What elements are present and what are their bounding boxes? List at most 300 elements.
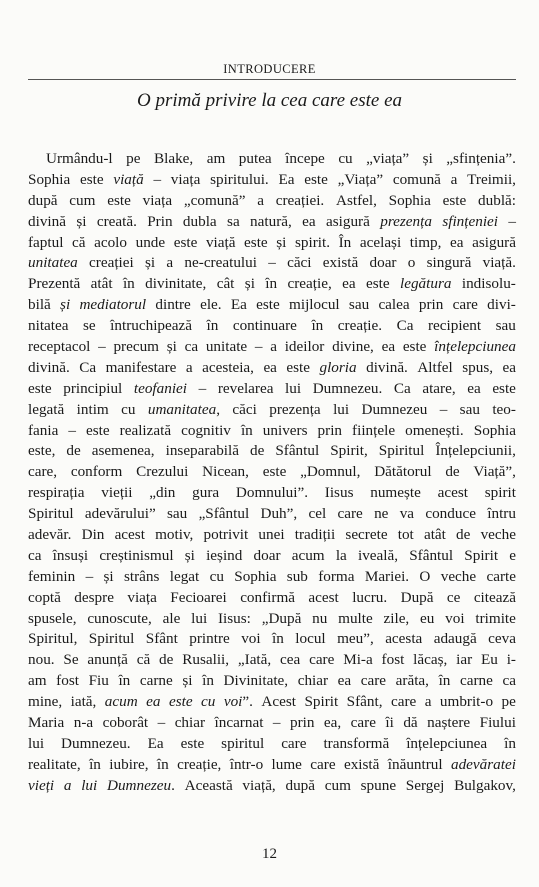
word: același xyxy=(359,233,402,251)
word: feminin xyxy=(28,567,76,585)
word: acest xyxy=(308,588,339,606)
text-line xyxy=(28,525,516,546)
word: nu xyxy=(312,609,328,627)
word: legată xyxy=(28,400,65,418)
word: faptul xyxy=(28,233,64,251)
word: bilă xyxy=(28,296,51,314)
word: care xyxy=(360,672,387,690)
word: în xyxy=(89,755,101,773)
word: Dumnezeu. xyxy=(106,776,175,794)
text-line xyxy=(28,567,516,588)
word: comună xyxy=(392,170,441,188)
word: naștere xyxy=(427,714,471,732)
word: cum xyxy=(324,776,351,794)
word: cunoscute, xyxy=(87,609,152,627)
word: prezența xyxy=(269,400,321,418)
word: ființele xyxy=(352,421,396,439)
text-line xyxy=(28,483,516,504)
word: spiritului. xyxy=(210,170,269,188)
word: sau xyxy=(167,505,188,523)
word: lui xyxy=(191,609,208,627)
word: divină. xyxy=(28,358,70,376)
word: printre xyxy=(189,630,230,648)
word: trimite xyxy=(475,609,516,627)
word: eu xyxy=(420,609,435,627)
word: carne xyxy=(460,672,493,690)
word: potrivit xyxy=(203,526,249,544)
word: vieți xyxy=(28,776,55,794)
word: există xyxy=(322,254,359,272)
word: forma xyxy=(318,567,355,585)
word: Sophia xyxy=(473,421,516,439)
word: lui xyxy=(285,379,302,397)
text-line xyxy=(28,274,516,295)
word: spune xyxy=(360,776,397,794)
word: că xyxy=(72,233,86,251)
word: Acest xyxy=(261,693,296,711)
word: continuare xyxy=(232,317,297,335)
word: Ea xyxy=(230,296,247,314)
text-line xyxy=(28,233,516,254)
word: creștinismul xyxy=(99,546,174,564)
word: acest xyxy=(114,526,145,544)
word: Maria xyxy=(28,714,65,732)
word: care xyxy=(390,693,417,711)
word: realitate, xyxy=(28,755,81,773)
word: divi- xyxy=(487,296,516,314)
word: Divinitate, xyxy=(223,672,289,690)
word: și xyxy=(182,672,193,690)
word: creație, xyxy=(287,275,332,293)
word: ea xyxy=(146,693,161,711)
word: este xyxy=(79,170,104,188)
word: și xyxy=(166,338,177,356)
word: „sfințenia”. xyxy=(446,150,516,167)
word: – xyxy=(153,170,162,188)
word: Dumnezeu. xyxy=(61,734,131,752)
word: este xyxy=(442,191,467,209)
word: care xyxy=(452,296,478,314)
word: pe xyxy=(126,150,141,167)
word: a xyxy=(257,191,264,209)
text-line xyxy=(28,776,516,797)
word: „Domnul, xyxy=(300,463,361,481)
word: cu xyxy=(338,150,353,167)
word: n-a xyxy=(73,714,94,732)
word: atât xyxy=(423,526,446,544)
word: univers xyxy=(262,421,308,439)
word: locul xyxy=(295,630,326,648)
header-rule xyxy=(28,79,516,80)
word: adevăr. xyxy=(28,526,72,544)
word: Altfel xyxy=(417,358,453,376)
word: – xyxy=(198,379,207,397)
running-header: INTRODUCERE xyxy=(223,62,316,76)
word: Mi-a xyxy=(343,651,373,669)
text-line xyxy=(28,358,516,379)
word: Fiu xyxy=(88,672,109,690)
word: inseparabilă xyxy=(165,442,239,460)
word: lui xyxy=(333,400,350,418)
word: este xyxy=(107,191,131,209)
word: și xyxy=(145,254,156,272)
word: umbrit-o xyxy=(439,693,494,711)
word: în xyxy=(438,672,451,690)
word: care xyxy=(337,505,363,523)
word: și xyxy=(184,546,195,564)
word: natură, xyxy=(250,212,292,230)
word: Sfântul xyxy=(275,442,320,460)
text-line xyxy=(28,671,516,692)
word: de xyxy=(159,651,174,669)
word: iar xyxy=(456,651,473,669)
text-line xyxy=(28,546,516,567)
text-line xyxy=(28,149,516,170)
word: Ca xyxy=(79,358,97,376)
word: prezența xyxy=(380,212,432,230)
word: conform xyxy=(70,463,123,481)
word: ideilor xyxy=(284,338,325,356)
word: asigură xyxy=(326,212,370,230)
word: Duh”, xyxy=(260,505,298,523)
word: Blake, xyxy=(153,150,194,167)
word: i- xyxy=(506,651,516,669)
word: ceva xyxy=(488,630,516,648)
word: Această xyxy=(184,776,233,794)
word: chiar xyxy=(297,672,329,690)
word: unitate xyxy=(205,338,248,356)
word: am xyxy=(206,150,226,167)
word: După xyxy=(400,588,434,606)
word: divină. xyxy=(366,358,408,376)
word: ele. xyxy=(200,296,222,314)
word: – xyxy=(254,338,263,356)
word: tradiții xyxy=(294,526,336,544)
word: multe xyxy=(338,609,373,627)
word: Sfânt, xyxy=(346,693,383,711)
word: prin xyxy=(418,296,444,314)
word: spiritul xyxy=(221,734,265,752)
word: – xyxy=(439,400,448,418)
word: care xyxy=(350,714,376,732)
word: atare, xyxy=(422,379,456,397)
word: dintre xyxy=(155,296,191,314)
word: asigură xyxy=(472,233,516,251)
word: tot xyxy=(397,526,414,544)
word: atât xyxy=(90,275,113,293)
word: Fiului xyxy=(479,714,516,732)
word: strâns xyxy=(123,567,160,585)
word: este xyxy=(402,338,427,356)
word: este xyxy=(262,463,287,481)
word: ea xyxy=(342,275,356,293)
word: lui xyxy=(28,734,45,752)
word: este xyxy=(173,233,198,251)
word: respirația xyxy=(28,484,85,502)
word: mijlocul xyxy=(289,296,340,314)
word: dublă: xyxy=(478,191,516,209)
word: vieții xyxy=(101,484,133,502)
word: iveală, xyxy=(357,546,399,564)
word: care xyxy=(281,734,307,752)
word: și xyxy=(276,233,287,251)
word: creației. xyxy=(275,191,325,209)
word: există xyxy=(343,755,380,773)
word: viață, xyxy=(242,776,276,794)
word: a xyxy=(166,254,174,272)
word: principiul xyxy=(63,379,123,397)
word: realizată xyxy=(119,421,172,439)
word: cu xyxy=(121,400,136,418)
word: am xyxy=(28,672,47,690)
word: ea xyxy=(381,338,396,356)
word: acest xyxy=(437,484,468,502)
word: – xyxy=(85,567,94,585)
word: Eu xyxy=(481,651,498,669)
word: legătura xyxy=(400,275,452,293)
word: Spirit xyxy=(304,693,339,711)
word: a xyxy=(270,338,277,356)
word: calea xyxy=(378,296,410,314)
text-line xyxy=(28,462,516,483)
word: Spiritul, xyxy=(28,630,78,648)
text-line xyxy=(28,504,516,525)
word: meu”, xyxy=(337,630,374,648)
text-line xyxy=(28,212,516,233)
word: în xyxy=(240,421,253,439)
word: Ea xyxy=(147,734,164,752)
word: și xyxy=(76,212,87,230)
word: viața xyxy=(170,170,201,188)
word: spus, xyxy=(462,358,494,376)
word: Viață”, xyxy=(473,463,516,481)
word: după xyxy=(28,191,58,209)
word: sub xyxy=(286,567,308,585)
word: de xyxy=(66,442,81,460)
word: „Viața” xyxy=(337,170,384,188)
word: O xyxy=(419,567,431,585)
text-line xyxy=(28,588,516,609)
word: Spiritul xyxy=(88,630,135,648)
word: este xyxy=(492,379,516,397)
word: Spiritul xyxy=(28,505,74,523)
word: mediatorul xyxy=(79,296,147,314)
word: coptă xyxy=(28,588,61,606)
word: Sophia xyxy=(234,567,277,585)
word: care, xyxy=(28,463,58,481)
word: carte xyxy=(486,567,516,585)
word: care xyxy=(310,755,336,773)
word: Mariei. xyxy=(364,567,410,585)
word: Rusalii, xyxy=(182,651,230,669)
body-text xyxy=(28,149,516,797)
word: zile, xyxy=(383,609,410,627)
word: teofaniei xyxy=(133,379,188,397)
word: Dătătorul xyxy=(374,463,432,481)
word: dă xyxy=(403,714,418,732)
section-title: O primă privire la cea care este ea xyxy=(136,90,403,111)
word: Iisus: xyxy=(217,609,251,627)
word: voi xyxy=(241,630,261,648)
text-line xyxy=(28,713,516,734)
word: încarnat xyxy=(214,714,264,732)
word: ca xyxy=(502,672,516,690)
text-line xyxy=(28,400,516,421)
word: „După xyxy=(261,609,302,627)
word: spirit xyxy=(484,484,516,502)
word: „Iată, xyxy=(237,651,272,669)
word: în xyxy=(265,275,278,293)
word: sau xyxy=(348,296,370,314)
word: a xyxy=(424,693,432,711)
word: și xyxy=(422,150,433,167)
word: de xyxy=(445,463,460,481)
word: Dumnezeu xyxy=(361,400,428,418)
word: – xyxy=(157,714,166,732)
word: Treimii, xyxy=(467,170,516,188)
word: singură xyxy=(426,254,472,272)
word: Sophia xyxy=(388,191,431,209)
word: unitatea xyxy=(28,254,78,272)
text-line xyxy=(28,379,516,400)
text-line xyxy=(28,692,516,713)
word: chiar xyxy=(174,714,206,732)
word: Sfântul xyxy=(409,546,454,564)
text-line xyxy=(28,316,516,337)
word: veche xyxy=(480,526,516,544)
word: acum xyxy=(104,693,138,711)
word: coborât xyxy=(102,714,149,732)
word: Iisus xyxy=(324,484,354,502)
text-line xyxy=(28,253,516,274)
word: asemenea, xyxy=(91,442,155,460)
text-line xyxy=(28,421,516,442)
text-line xyxy=(28,441,516,462)
text-line xyxy=(28,337,516,358)
word: și xyxy=(103,567,114,585)
word: Fecioarei xyxy=(170,588,227,606)
text-line xyxy=(28,650,516,671)
word: spirit. xyxy=(295,233,331,251)
word: cu xyxy=(201,693,216,711)
word: fost xyxy=(381,651,405,669)
word: Prezentă xyxy=(28,275,81,293)
word: teo- xyxy=(492,400,516,418)
word: este, xyxy=(28,442,56,460)
word: Astfel, xyxy=(335,191,377,209)
word: Sfânt xyxy=(145,630,178,648)
word: umanitatea, xyxy=(147,400,220,418)
word: acum xyxy=(291,546,325,564)
word: este xyxy=(256,296,280,314)
word: a xyxy=(185,358,193,376)
word: voi xyxy=(445,609,465,627)
word: unde xyxy=(135,233,166,251)
word: în xyxy=(206,317,219,335)
word: Urmându-l xyxy=(46,150,113,167)
word: „Sfântul xyxy=(198,505,250,523)
word: Prin xyxy=(147,212,173,230)
word: ea, xyxy=(323,714,342,732)
word: acolo xyxy=(94,233,127,251)
word: în xyxy=(202,672,214,690)
word: cea xyxy=(280,651,301,669)
word: sau xyxy=(459,400,480,418)
word: revelarea xyxy=(217,379,274,397)
word: înțelepciunea xyxy=(406,734,488,752)
word: ieșind xyxy=(206,546,243,564)
word: Spiritul xyxy=(378,442,425,460)
word: Dumnezeu. xyxy=(312,379,383,397)
word: – xyxy=(98,338,106,356)
word: căci xyxy=(232,400,257,418)
word: lăcaș, xyxy=(413,651,448,669)
word: este xyxy=(86,421,110,439)
word: ne-creatului xyxy=(184,254,257,272)
word: o xyxy=(407,254,416,272)
word: divină xyxy=(28,212,66,230)
word: – xyxy=(268,254,276,272)
word: intim xyxy=(76,400,109,418)
page-number: 12 xyxy=(262,846,277,862)
word: cu xyxy=(209,567,224,585)
word: de xyxy=(456,526,471,544)
word: prin xyxy=(317,421,343,439)
word: citează xyxy=(473,588,516,606)
word: acesta xyxy=(385,630,423,648)
word: nitatea xyxy=(28,317,69,335)
word: spusele, xyxy=(28,609,77,627)
word: întruchipează xyxy=(110,317,192,335)
word: în xyxy=(504,734,516,752)
word: timp, xyxy=(409,233,442,251)
word: însuși xyxy=(52,546,89,564)
word: nou. xyxy=(28,651,55,669)
word: că xyxy=(136,651,151,669)
word: anunță xyxy=(87,651,128,669)
word: ne xyxy=(374,505,389,523)
word: recipient xyxy=(427,317,482,335)
word: creație, xyxy=(177,755,222,773)
word: care xyxy=(309,651,335,669)
word: în xyxy=(118,672,131,690)
word: unei xyxy=(258,526,285,544)
word: lucru. xyxy=(352,588,388,606)
word: este xyxy=(304,170,328,188)
word: de xyxy=(249,442,265,460)
word: Din xyxy=(81,526,105,544)
word: Înțelepciunii, xyxy=(435,442,516,460)
word: Sophia xyxy=(28,170,71,188)
word: receptacol xyxy=(28,338,91,356)
word: a xyxy=(63,776,72,794)
word: „comună” xyxy=(183,191,246,209)
word: putea xyxy=(238,150,272,167)
word: despre xyxy=(74,588,114,606)
word: Ea xyxy=(278,170,295,188)
word: se xyxy=(83,317,96,335)
word: carne xyxy=(139,672,173,690)
word: transformă xyxy=(323,734,390,752)
word: gura xyxy=(192,484,220,502)
text-line xyxy=(28,629,516,650)
word: mine, xyxy=(28,693,63,711)
word: Ca xyxy=(393,379,411,397)
word: după xyxy=(285,776,315,794)
word: creație. xyxy=(337,317,383,335)
word: și xyxy=(244,275,255,293)
word: indisolu- xyxy=(461,275,516,293)
